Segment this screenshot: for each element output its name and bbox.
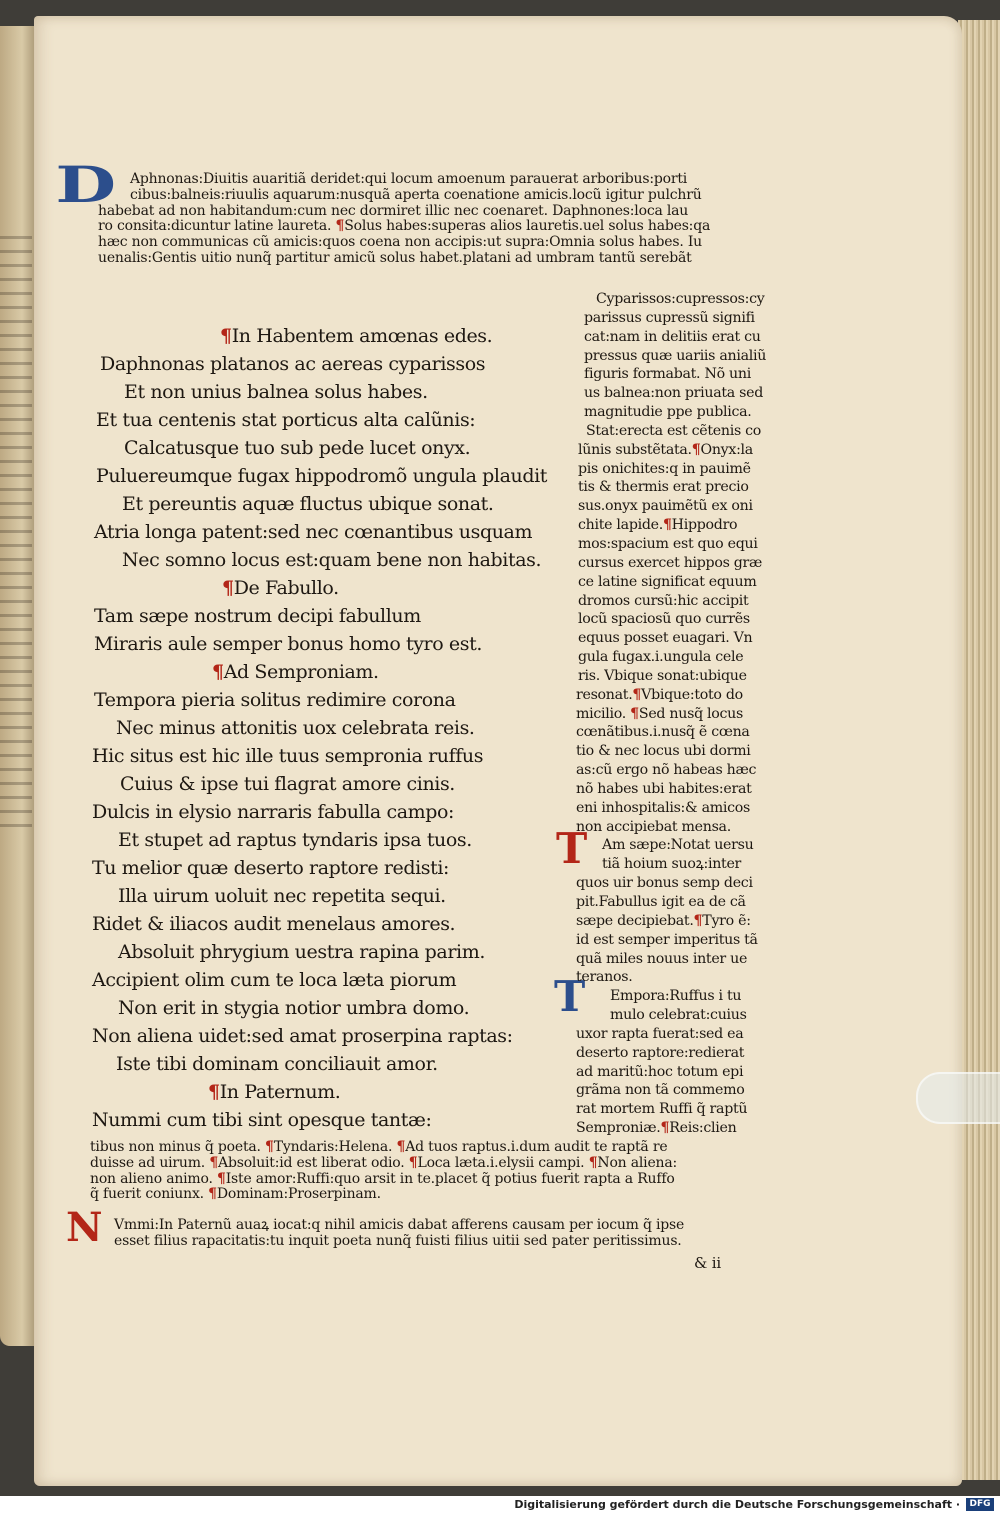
commentary-line: non alieno animo. ¶Iste amor:Ruffi:quo arsit in te.placet q̃ potius fuerit rapta a Ruffo <box>90 1170 675 1187</box>
margin-line: ce latine significat equum <box>578 573 757 590</box>
margin-line: tiã hoium suoꝝ:inter <box>602 856 742 873</box>
verse-line: Accipient olim cum te loca læta piorum <box>92 969 457 991</box>
margin-line: teranos. <box>576 969 633 986</box>
verse-line: Et non unius balnea solus habes. <box>124 381 428 403</box>
commentary-line: Aphnonas:Diuitis auaritiã deridet:qui locum amoenum parauerat arboribus:porti <box>130 171 688 187</box>
paragraph-mark: ¶ <box>632 686 642 703</box>
commentary-top-cont <box>98 202 711 266</box>
verse-line: Puluereumque fugax hippodromõ ungula plaudit <box>96 465 548 487</box>
footer-credit: Digitalisierung gefördert durch die Deutsche Forschungsgemeinschaft · <box>514 1498 960 1511</box>
poem-heading: ¶De Fabullo. <box>222 577 339 599</box>
page-clip <box>916 1072 1000 1124</box>
commentary-line: cibus:balneis:riuulis aquarum:nusquã aperta coenatione amicis.locũ igitur pulchrũ <box>130 186 702 203</box>
verse-line: Dulcis in elysio narraris fabulla campo: <box>92 801 455 823</box>
margin-line: as:cũ ergo nõ habeas hæc <box>576 762 757 779</box>
paragraph-mark: ¶ <box>212 661 224 683</box>
paragraph-mark: ¶ <box>408 1154 418 1171</box>
margin-line: ad maritũ:hoc totum epi <box>576 1063 744 1080</box>
margin-line: cursus exercet hippos græ <box>578 554 763 571</box>
verse-line: Tu melior quæ deserto raptore redisti: <box>92 857 450 879</box>
verse-line: Nummi cum tibi sint opesque tantæ: <box>92 1109 432 1131</box>
verse-line: Absoluit phrygium uestra rapina parim. <box>118 941 485 963</box>
commentary-line: hæc non communicas cũ amicis:quos coena non accipis:ut supra:Omnia solus habes. Iu <box>98 234 702 251</box>
commentary-bottom <box>90 1139 678 1203</box>
paragraph-mark: ¶ <box>630 705 639 722</box>
verse-line: Ridet & iliacos audit menelaus amores. <box>92 913 456 935</box>
margin-line: id est semper imperitus tã <box>576 931 758 948</box>
paragraph-mark: ¶ <box>220 325 232 347</box>
commentary-line: esset filius rapacitatis:tu inquit poeta nunq̃ fuisti filius uitii sed pater peritissimus. <box>114 1232 682 1249</box>
margin-line: tio & nec locus ubi dormi <box>576 743 751 760</box>
poem-heading: ¶Ad Semproniam. <box>212 661 379 683</box>
commentary-line: habebat ad non habitandum:cum nec dormiret illic nec coenaret. Daphnones:loca lau <box>98 202 689 219</box>
margin-commentary <box>576 290 767 1137</box>
paragraph-mark: ¶ <box>396 1139 406 1155</box>
paragraph-mark: ¶ <box>691 441 701 458</box>
margin-line: cœnãtibus.i.nusq̃ ẽ cœna <box>576 724 750 741</box>
margin-line: grãma non tã commemo <box>576 1082 745 1099</box>
margin-line: rat mortem Ruffi q̃ raptũ <box>576 1101 748 1118</box>
margin-line: sæpe decipiebat.¶Tyro ẽ: <box>576 912 751 929</box>
verse-line: Illa uirum uoluit nec repetita sequi. <box>118 885 446 907</box>
verse-line: Et pereuntis aquæ fluctus ubique sonat. <box>122 493 494 515</box>
verse-line: Et stupet ad raptus tyndaris ipsa tuos. <box>118 829 472 851</box>
margin-line: non accipiebat mensa. <box>576 818 731 835</box>
margin-line: uxor rapta fuerat:sed ea <box>576 1025 744 1042</box>
verse-line: Iste tibi dominam conciliauit amor. <box>116 1053 438 1075</box>
margin-line: deserto raptore:redierat <box>576 1044 745 1061</box>
margin-line: resonat.¶Vbique:toto do <box>576 686 743 703</box>
paragraph-mark: ¶ <box>588 1154 598 1171</box>
paragraph-mark: ¶ <box>217 1170 226 1187</box>
dfg-logo: DFG <box>966 1498 994 1511</box>
commentary-line: duisse ad uirum. ¶Absoluit:id est liberat odio. ¶Loca læta.i.elysii campi. ¶Non aliena: <box>90 1154 678 1171</box>
margin-line: pis onichites:q in pauimẽ <box>578 460 751 477</box>
margin-line: quã miles nouus inter ue <box>576 950 748 967</box>
paragraph-mark: ¶ <box>208 1186 217 1203</box>
verse-line: Miraris aule semper bonus homo tyro est. <box>94 633 482 655</box>
poem-heading: ¶In Habentem amœnas edes. <box>220 325 493 347</box>
margin-line: parissus cupressũ signifi <box>584 309 755 326</box>
verse-line: Tempora pieria solitus redimire corona <box>94 689 456 711</box>
margin-line: chite lapide.¶Hippodro <box>578 517 738 534</box>
commentary-line: tibus non minus q̃ poeta. ¶Tyndaris:Helena. ¶Ad tuos raptus.i.dum audit te raptã re <box>90 1139 668 1155</box>
margin-line: magnitudie ppe publica. <box>584 404 752 421</box>
verse-line: Nec minus attonitis uox celebrata reis. <box>116 717 475 739</box>
initial-letter-d: D <box>55 155 117 214</box>
margin-line: figuris formabat. Nõ uni <box>584 366 751 383</box>
margin-line: ris. Vbique sonat:ubique <box>578 667 747 684</box>
margin-line: equus posset euagari. Vn <box>578 630 753 647</box>
margin-line: locũ spaciosũ quo currẽs <box>578 611 750 628</box>
paragraph-mark: ¶ <box>335 218 345 235</box>
initial-letter-t-fabullo: T <box>556 824 588 873</box>
margin-line: Am sæpe:Notat uersu <box>602 837 754 854</box>
verse-line: Cuius & ipse tui flagrat amore cinis. <box>120 773 455 795</box>
paragraph-mark: ¶ <box>693 912 703 929</box>
verse-line: Et tua centenis stat porticus alta calũnis: <box>96 409 476 431</box>
verse-line: Non aliena uidet:sed amat proserpina raptas: <box>92 1025 513 1047</box>
paragraph-mark: ¶ <box>662 517 672 534</box>
margin-line: eni inhospitalis:& amicos <box>576 799 750 816</box>
margin-line: quos uir bonus semp deci <box>576 875 753 892</box>
right-page-edges <box>958 20 1000 1480</box>
margin-line: mos:spacium est quo equi <box>578 535 758 552</box>
verse-line: Tam sæpe nostrum decipi fabullum <box>94 605 421 627</box>
verse-line: Calcatusque tuo sub pede lucet onyx. <box>124 437 471 459</box>
margin-line: pressus quæ uariis anialiũ <box>584 347 767 364</box>
initial-letter-t-tempora: T <box>554 972 586 1021</box>
commentary-line: Vmmi:In Paternũ auaꝝ iocat:q nihil amicis dabat afferens causam per iocum q̃ ipse <box>114 1217 685 1233</box>
footer-bar <box>0 1496 1000 1514</box>
poem-heading: ¶In Paternum. <box>208 1081 341 1103</box>
commentary-nummi <box>114 1217 685 1249</box>
signature-mark: & ii <box>694 1254 721 1272</box>
paragraph-mark: ¶ <box>222 577 234 599</box>
margin-line: Stat:erecta est cẽtenis co <box>586 422 762 439</box>
margin-line: sus.onyx pauimẽtũ ex oni <box>578 498 753 515</box>
verse-line: Non erit in stygia notior umbra domo. <box>118 997 470 1019</box>
margin-line: lũnis substẽtata.¶Onyx:la <box>578 441 753 458</box>
margin-line: gula fugax.i.ungula cele <box>578 649 744 666</box>
margin-line: us balnea:non priuata sed <box>584 385 764 402</box>
margin-line: Empora:Ruffus i tu <box>610 988 742 1005</box>
commentary-top <box>130 171 702 203</box>
commentary-line: uenalis:Gentis uitio nunq̃ partitur amicũ solus habet.platani ad umbram tantũ serebãt <box>98 249 692 266</box>
commentary-line: ro consita:dicuntur latine laureta. ¶Solus habes:superas alios lauretis.uel solus habes:qa <box>98 218 711 235</box>
margin-line: tis & thermis erat precio <box>578 479 749 496</box>
verse-line: Atria longa patent:sed nec cœnantibus usquam <box>94 521 533 543</box>
margin-line: dromos cursũ:hic accipit <box>578 592 749 609</box>
paragraph-mark: ¶ <box>265 1139 274 1155</box>
margin-line: mulo celebrat:cuius <box>610 1007 747 1024</box>
margin-line: pit.Fabullus igit ea de cã <box>576 894 746 910</box>
margin-line: Semproniæ.¶Reis:clien <box>576 1120 737 1137</box>
verse-line: Hic situs est hic ille tuus sempronia ruffus <box>92 745 484 767</box>
verse-line: Daphnonas platanos ac aereas cyparissos <box>100 353 486 375</box>
verse-line: Nec somno locus est:quam bene non habitas. <box>122 549 542 571</box>
margin-line: cat:nam in delitiis erat cu <box>584 328 761 345</box>
paragraph-mark: ¶ <box>208 1081 220 1103</box>
margin-line: micilio. ¶Sed nusq̃ locus <box>576 705 744 722</box>
margin-line: Cyparissos:cupressos:cy <box>596 291 765 307</box>
margin-line: nõ habes ubi habites:erat <box>576 780 752 797</box>
initial-letter-n-nummi: N <box>66 1204 103 1251</box>
commentary-line: q̃ fuerit coniunx. ¶Dominam:Proserpinam. <box>90 1186 381 1203</box>
left-page-text-fragment <box>0 236 32 836</box>
paragraph-mark: ¶ <box>660 1120 670 1137</box>
paragraph-mark: ¶ <box>209 1154 219 1171</box>
verse-column <box>92 322 548 1131</box>
